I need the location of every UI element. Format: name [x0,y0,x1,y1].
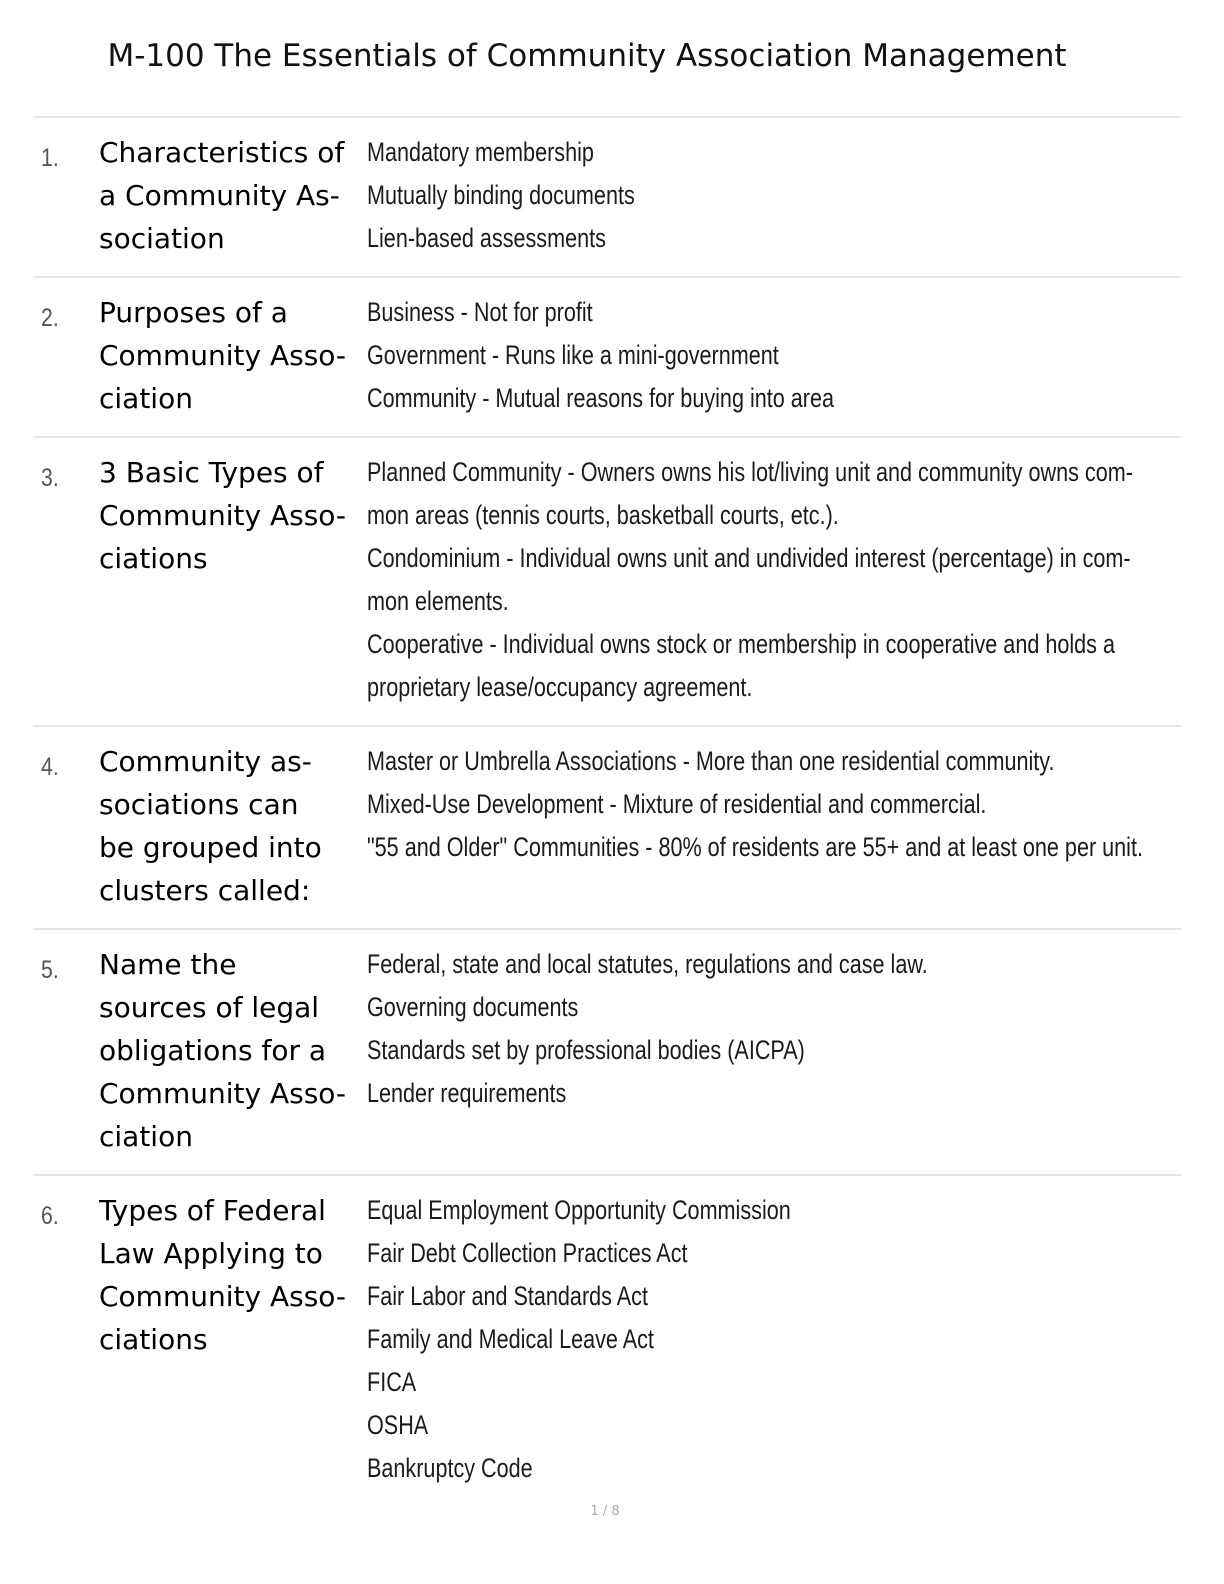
definition-line: Fair Debt Collection Practices Act [367,1238,688,1268]
definition-line: Lender requirements [367,1078,567,1108]
page-counter: 1 / 8 [590,1504,620,1519]
term [99,943,371,1158]
definition-line: Bankruptcy Code [367,1453,533,1483]
definition-line: Planned Community - Owners owns his lot/living unit and community owns com- [367,457,1133,487]
term-line: Characteristics of [99,136,345,169]
definition [367,291,1177,420]
flashcard-row [33,727,1181,928]
definition-line: Standards set by professional bodies (AICPA) [367,1035,805,1065]
item-number: 2. [41,304,59,332]
definition-spacer [367,869,1015,912]
definition-line: Federal, state and local statutes, regulations and case law. [367,949,928,979]
definition-line: Family and Medical Leave Act [367,1324,654,1354]
term-line: sources of legal [99,991,320,1024]
definition [367,131,1177,260]
item-number: 3. [41,464,59,492]
definition-line: Equal Employment Opportunity Commission [367,1195,791,1225]
term [99,291,371,420]
definition-line: FICA [367,1367,417,1397]
term-line: Community Asso- [99,1077,347,1110]
term-line: sociation [99,222,225,255]
term-line: Name the [99,948,237,981]
term-line: clusters called: [99,874,311,907]
item-number: 6. [41,1202,59,1230]
definition-line: Governing documents [367,992,579,1022]
flashcard-row [33,930,1181,1174]
definition-line: Cooperative - Individual owns stock or membership in cooperative and holds a [367,629,1115,659]
term [99,740,371,912]
definition-line: Master or Umbrella Associations - More than one residential community. [367,746,1055,776]
flashcard-list [33,116,1181,1506]
term [99,131,371,260]
term-line: Types of Federal [99,1194,326,1227]
definition-line: Mixed-Use Development - Mixture of residential and commercial. [367,789,987,819]
item-number: 4. [41,753,59,781]
flashcard-row [33,438,1181,725]
flashcard-row [33,278,1181,436]
definition-line: Mutually binding documents [367,180,635,210]
definition-line: Community - Mutual reasons for buying into area [367,383,835,413]
definition-line: mon elements. [367,586,509,616]
term [99,451,371,580]
definition-line: "55 and Older" Communities - 80% of residents are 55+ and at least one per unit. [367,832,1143,862]
definition-spacer [367,1115,1015,1158]
definition-line: OSHA [367,1410,429,1440]
term-line: ciation [99,382,193,415]
term-line: 3 Basic Types of [99,456,324,489]
term-line: ciation [99,1120,193,1153]
item-number: 5. [41,956,59,984]
definition-line: Fair Labor and Standards Act [367,1281,648,1311]
flashcard-row [33,1176,1181,1506]
definition [367,1189,1177,1490]
term-line: a Community As- [99,179,340,212]
definition [367,451,1177,709]
term-line: ciations [99,542,208,575]
term-line: Law Applying to [99,1237,323,1270]
term-line: Community Asso- [99,499,347,532]
term-line: Community Asso- [99,1280,347,1313]
definition-line: Condominium - Individual owns unit and undivided interest (percentage) in com- [367,543,1131,573]
flashcard-row [33,118,1181,276]
term-line: Purposes of a [99,296,288,329]
term-line: Community Asso- [99,339,347,372]
definition [367,943,1177,1158]
term-line: sociations can [99,788,299,821]
term [99,1189,371,1361]
definition-line: Lien-based assessments [367,223,606,253]
definition-line: mon areas (tennis courts, basketball courts, etc.). [367,500,839,530]
definition-line: Mandatory membership [367,137,594,167]
definition [367,740,1177,912]
definition-line: Government - Runs like a mini-government [367,340,779,370]
term-line: ciations [99,1323,208,1356]
term-line: Community as- [99,745,312,778]
item-number: 1. [41,144,59,172]
definition-line: proprietary lease/occupancy agreement. [367,672,753,702]
term-line: obligations for a [99,1034,327,1067]
page-title: M-100 The Essentials of Community Association Management [107,38,1067,74]
definition-line: Business - Not for profit [367,297,593,327]
term-line: be grouped into [99,831,322,864]
